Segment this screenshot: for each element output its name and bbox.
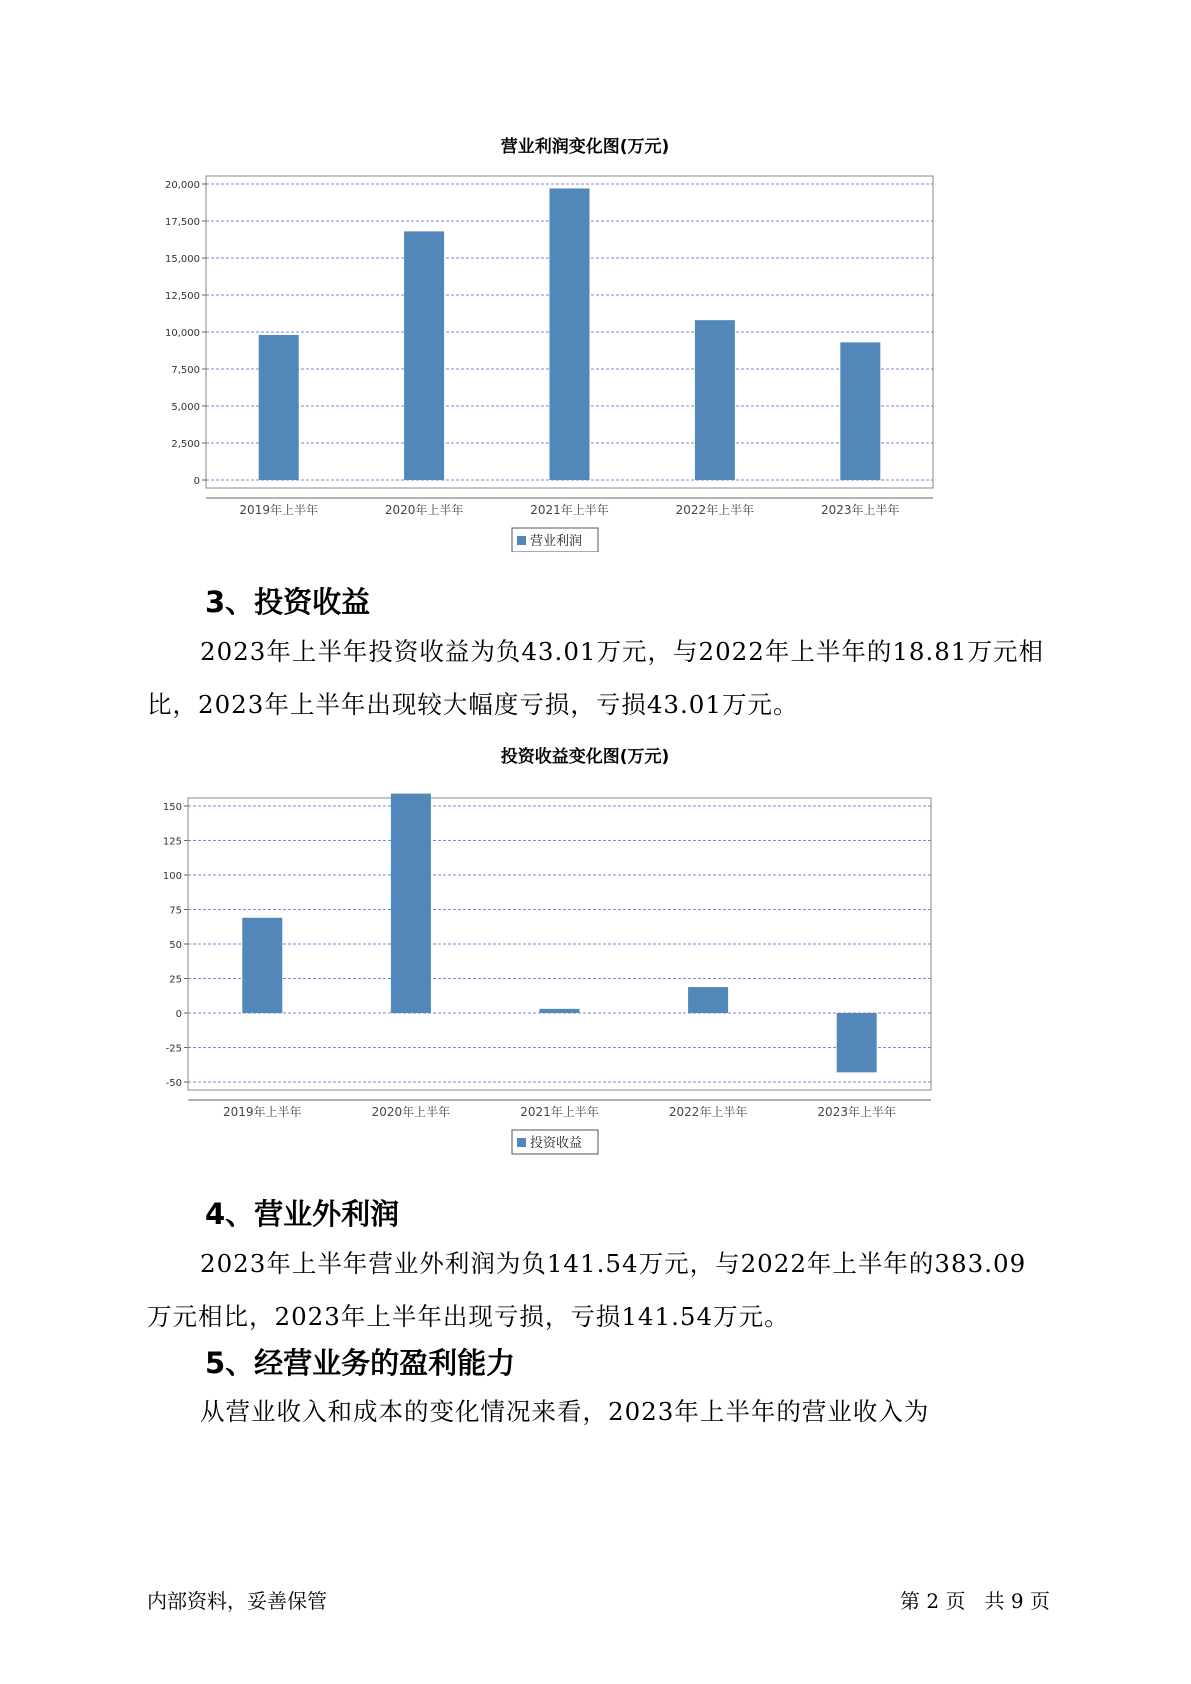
investment-income-paragraph xyxy=(147,625,1047,731)
y-tick-label: 100 xyxy=(162,871,182,882)
chart-title: 投资收益变化图(万元) xyxy=(500,747,670,767)
footer-left: 内部资料，妥善保管 xyxy=(147,1589,327,1613)
x-tick-label: 2019年上半年 xyxy=(223,1105,302,1119)
non-operating-profit-paragraph xyxy=(147,1237,1047,1343)
x-tick-label: 2021年上半年 xyxy=(530,503,609,517)
legend-label: 营业利润 xyxy=(530,534,583,549)
investment-income-chart xyxy=(140,742,1030,1162)
y-tick-label: 5,000 xyxy=(171,402,200,413)
chart-title: 营业利润变化图(万元) xyxy=(500,137,670,157)
y-tick-label: 15,000 xyxy=(165,254,200,265)
bar xyxy=(695,320,735,480)
y-tick-label: 20,000 xyxy=(165,180,200,191)
y-tick-label: 2,500 xyxy=(171,439,200,450)
y-tick-label: 17,500 xyxy=(165,217,200,228)
legend-swatch xyxy=(517,1138,526,1147)
y-tick-label: 7,500 xyxy=(171,365,200,376)
y-tick-label: 10,000 xyxy=(165,328,200,339)
bar xyxy=(242,918,282,1013)
bar xyxy=(840,342,880,480)
x-tick-label: 2023年上半年 xyxy=(817,1105,896,1119)
bar xyxy=(837,1013,877,1072)
y-tick-label: 75 xyxy=(169,905,182,917)
legend-label: 投资收益 xyxy=(530,1136,583,1151)
y-tick-label: 150 xyxy=(162,802,182,813)
operating-profit-chart xyxy=(140,132,1030,552)
paragraph-text: 2023年上半年投资收益为负43.01万元，与2022年上半年的18.81万元相比，2023年上半年出现较大幅度亏损，亏损43.01万元。 xyxy=(147,637,1044,719)
x-tick-label: 2022年上半年 xyxy=(675,503,755,517)
y-tick-label: 25 xyxy=(169,974,182,986)
y-tick-label: 0 xyxy=(193,476,200,487)
paragraph-text: 从营业收入和成本的变化情况来看，2023年上半年的营业收入为 xyxy=(200,1397,930,1426)
x-tick-label: 2020年上半年 xyxy=(371,1105,451,1119)
y-tick-label: 0 xyxy=(175,1009,182,1020)
investment-income-chart-svg xyxy=(140,770,1030,1162)
bar xyxy=(540,1009,580,1013)
x-tick-label: 2021年上半年 xyxy=(520,1105,599,1119)
y-tick-label: 12,500 xyxy=(165,291,200,302)
y-tick-label: -50 xyxy=(165,1078,182,1089)
x-tick-label: 2023年上半年 xyxy=(821,503,900,517)
bar xyxy=(688,987,728,1013)
x-tick-label: 2019年上半年 xyxy=(239,503,318,517)
paragraph-text: 2023年上半年营业外利润为负141.54万元，与2022年上半年的383.09万元相比，2023年上半年出现亏损，亏损141.54万元。 xyxy=(147,1249,1027,1331)
section-heading-investment-income: 3、投资收益 xyxy=(205,585,371,619)
bar xyxy=(404,231,444,480)
y-tick-label: 50 xyxy=(169,940,182,951)
bar xyxy=(550,188,590,480)
section-heading-non-operating-profit: 4、营业外利润 xyxy=(205,1197,400,1231)
legend-swatch xyxy=(517,536,526,545)
y-tick-label: 125 xyxy=(162,836,182,848)
x-tick-label: 2022年上半年 xyxy=(668,1105,748,1119)
profitability-paragraph xyxy=(147,1385,1047,1438)
y-tick-label: -25 xyxy=(165,1043,182,1055)
operating-profit-chart-svg xyxy=(140,160,1030,552)
bar xyxy=(259,335,299,480)
footer-page-number: 第 2 页 共 9 页 xyxy=(900,1589,1050,1613)
x-tick-label: 2020年上半年 xyxy=(384,503,464,517)
section-heading-profitability: 5、经营业务的盈利能力 xyxy=(205,1346,516,1380)
bar xyxy=(391,794,431,1013)
